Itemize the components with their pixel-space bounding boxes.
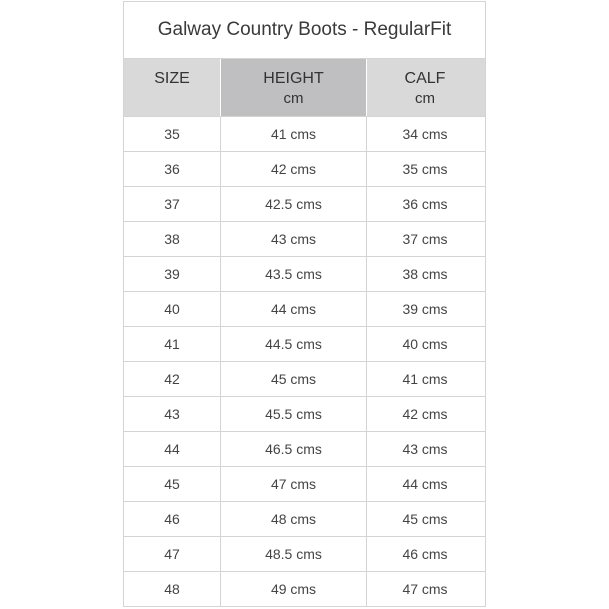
calf-cell: 44 cms [402, 476, 448, 492]
size-cell: 44 [164, 441, 180, 457]
size-cell: 40 [164, 301, 180, 317]
table-body [124, 117, 485, 607]
size-cell: 42 [164, 371, 180, 387]
size-cell: 48 [164, 581, 180, 597]
size-cell: 35 [164, 126, 180, 142]
height-cell: 43 cms [220, 222, 367, 256]
calf-cell: 46 cms [402, 546, 448, 562]
calf-cell: 38 cms [402, 266, 448, 282]
column-header-unit: cm [283, 90, 304, 107]
chart-title: Galway Country Boots - RegularFit [124, 1, 485, 59]
table-row [124, 432, 485, 467]
size-cell: 46 [164, 511, 180, 527]
table-row [124, 327, 485, 362]
calf-cell: 35 cms [402, 161, 448, 177]
height-cell: 45.5 cms [220, 397, 367, 431]
table-row [124, 502, 485, 537]
calf-cell: 39 cms [402, 301, 448, 317]
calf-cell: 47 cms [402, 581, 448, 597]
calf-cell: 45 cms [402, 511, 448, 527]
column-header-label: HEIGHT [263, 70, 324, 87]
table-row [124, 117, 485, 152]
table-row [124, 572, 485, 607]
height-cell: 47 cms [220, 467, 367, 501]
height-cell: 49 cms [220, 572, 367, 606]
size-cell: 36 [164, 161, 180, 177]
height-cell: 46.5 cms [220, 432, 367, 466]
calf-cell: 40 cms [402, 336, 448, 352]
height-cell: 42.5 cms [220, 187, 367, 221]
table-row [124, 397, 485, 432]
height-cell: 41 cms [220, 117, 367, 151]
size-cell: 38 [164, 231, 180, 247]
column-header-height [220, 59, 367, 116]
size-chart [123, 1, 486, 607]
calf-cell: 34 cms [402, 126, 448, 142]
size-cell: 45 [164, 476, 180, 492]
calf-cell: 41 cms [402, 371, 448, 387]
height-cell: 43.5 cms [220, 257, 367, 291]
table-row [124, 467, 485, 502]
size-cell: 43 [164, 406, 180, 422]
column-header-label: SIZE [154, 70, 190, 87]
height-cell: 48.5 cms [220, 537, 367, 571]
table-row [124, 152, 485, 187]
table-row [124, 362, 485, 397]
calf-cell: 43 cms [402, 441, 448, 457]
size-cell: 39 [164, 266, 180, 282]
height-cell: 44.5 cms [220, 327, 367, 361]
calf-cell: 42 cms [402, 406, 448, 422]
column-header-calf [367, 59, 483, 116]
table-row [124, 222, 485, 257]
column-header-size [124, 59, 220, 116]
table-row [124, 292, 485, 327]
size-cell: 47 [164, 546, 180, 562]
column-header-unit: cm [415, 90, 435, 107]
size-cell: 41 [164, 336, 180, 352]
height-cell: 45 cms [220, 362, 367, 396]
size-cell: 37 [164, 196, 180, 212]
table-row [124, 187, 485, 222]
table-row [124, 257, 485, 292]
height-cell: 44 cms [220, 292, 367, 326]
calf-cell: 36 cms [402, 196, 448, 212]
column-header-label: CALF [404, 70, 446, 87]
header-row [124, 59, 485, 117]
height-cell: 48 cms [220, 502, 367, 536]
calf-cell: 37 cms [402, 231, 448, 247]
table-row [124, 537, 485, 572]
height-cell: 42 cms [220, 152, 367, 186]
